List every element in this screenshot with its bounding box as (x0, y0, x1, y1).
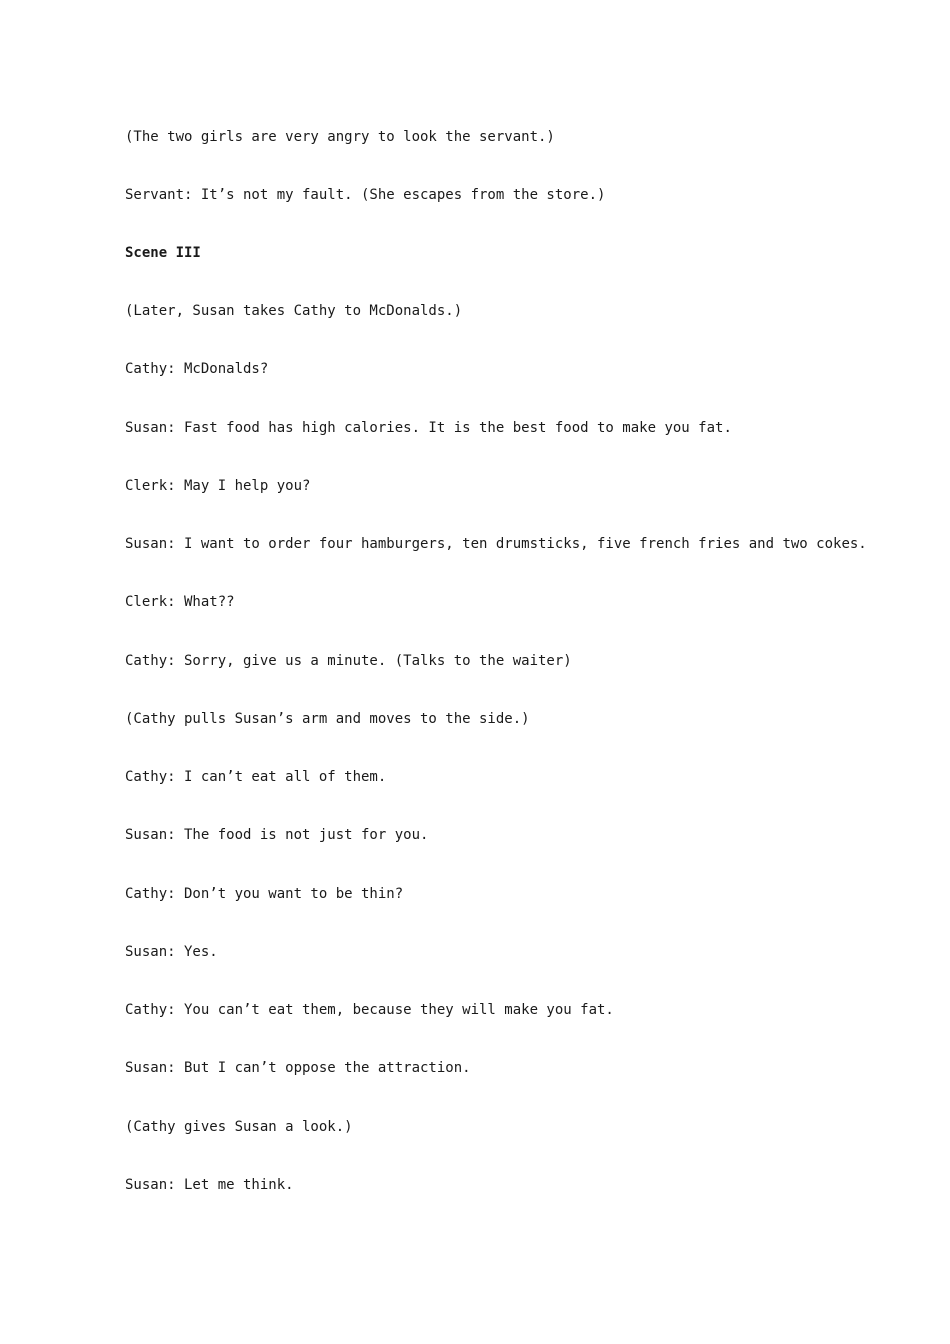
stage-direction: (The two girls are very angry to look the servant.) (125, 129, 555, 145)
stage-direction: (Later, Susan takes Cathy to McDonalds.) (125, 303, 463, 319)
dialogue-line: Cathy: McDonalds? (125, 361, 269, 377)
dialogue-line: Susan: Let me think. (125, 1177, 294, 1193)
dialogue-line: Susan: Fast food has high calories. It is the best food to make you fat. (125, 420, 732, 436)
dialogue-line: Clerk: May I help you? (125, 478, 311, 494)
dialogue-line: Susan: But I can’t oppose the attraction. (125, 1060, 471, 1076)
dialogue-line: Servant: It’s not my fault. (She escapes from the store.) (125, 187, 606, 203)
dialogue-line: Susan: I want to order four hamburgers, ten drumsticks, five french fries and two cokes. (125, 536, 867, 552)
stage-direction: (Cathy gives Susan a look.) (125, 1119, 353, 1135)
dialogue-line: Cathy: Don’t you want to be thin? (125, 886, 404, 902)
dialogue-line: Susan: The food is not just for you. (125, 827, 429, 843)
stage-direction: (Cathy pulls Susan’s arm and moves to the side.) (125, 711, 530, 727)
dialogue-line: Cathy: Sorry, give us a minute. (Talks to the waiter) (125, 653, 572, 669)
dialogue-line: Cathy: I can’t eat all of them. (125, 769, 387, 785)
dialogue-line: Clerk: What?? (125, 594, 235, 610)
scene-heading: Scene III (125, 245, 201, 261)
dialogue-line: Susan: Yes. (125, 944, 218, 960)
dialogue-line: Cathy: You can’t eat them, because they will make you fat. (125, 1002, 614, 1018)
